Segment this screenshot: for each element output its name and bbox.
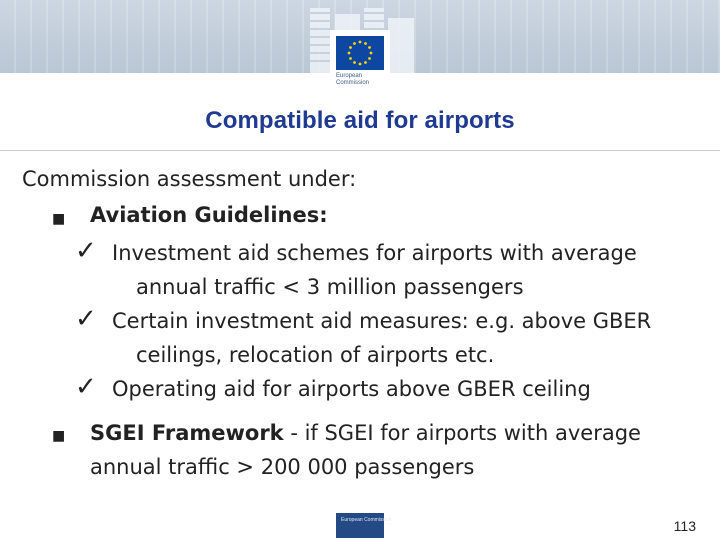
slide-title: Compatible aid for airports: [205, 107, 515, 134]
subbullet-1-line-2: annual traffic < 3 million passengers: [136, 275, 524, 299]
checkmark-icon: ✓: [75, 236, 97, 266]
page-number: 113: [673, 518, 696, 534]
sgei-text-line-2: annual traffic > 200 000 passengers: [90, 455, 475, 479]
subbullet-2-line-2: ceilings, relocation of airports etc.: [136, 343, 495, 367]
title-divider: [0, 150, 720, 151]
ec-logo-text: European Commission: [336, 73, 370, 86]
subbullet-2-line-1: Certain investment aid measures: e.g. above GBER: [112, 309, 652, 333]
sgei-label: SGEI Framework: [90, 421, 284, 445]
subbullet-1-line-1: Investment aid schemes for airports with average: [112, 241, 637, 265]
sgei-text: - if SGEI for airports with average: [283, 421, 641, 445]
bullet-aviation-guidelines: Aviation Guidelines:: [90, 203, 328, 227]
footer-logo-text: European Commission: [341, 517, 392, 523]
lead-text: Commission assessment under:: [22, 167, 357, 191]
eu-flag-icon: [336, 36, 384, 70]
square-bullet-icon: ■: [52, 211, 66, 227]
square-bullet-icon: ■: [52, 428, 66, 444]
checkmark-icon: ✓: [75, 372, 97, 402]
subbullet-3-line-1: Operating aid for airports above GBER ceiling: [112, 377, 591, 401]
checkmark-icon: ✓: [75, 304, 97, 334]
bullet-sgei-framework: [90, 415, 641, 451]
